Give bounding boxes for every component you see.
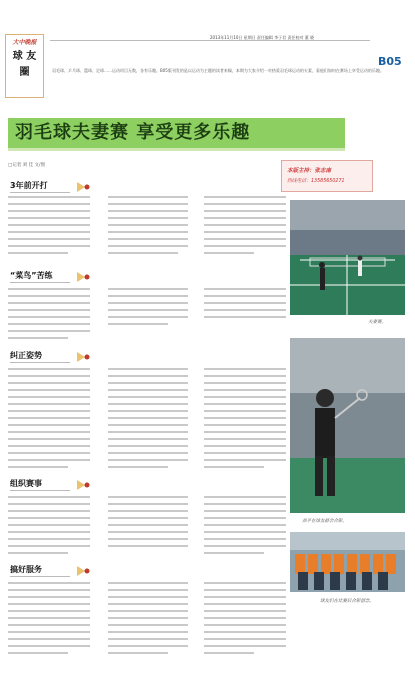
masthead-brand: 大中晚报 — [12, 39, 37, 46]
section-title: 组织赛事 — [10, 479, 42, 488]
photo-court — [290, 200, 405, 315]
photo-group — [290, 532, 405, 592]
page-code: B05 — [378, 55, 402, 68]
stamp-hotline: 热线电话：13585650271 — [287, 179, 345, 184]
masthead-box — [5, 34, 44, 98]
photo-caption: 球友们在比赛后合影留念。 — [320, 599, 374, 604]
section-title: 3年前开打 — [10, 181, 48, 190]
section-title: 纠正姿势 — [10, 351, 42, 360]
headline: 羽毛球夫妻赛 享受更多乐趣 — [15, 122, 251, 143]
photo-caption: 刘平在球友群会合影。 — [302, 519, 347, 524]
section-title: “菜鸟”苦练 — [10, 271, 53, 280]
photo-player — [290, 338, 405, 513]
section-title: 搞好服务 — [10, 565, 42, 574]
stamp-editor: 本版主持：张志南 — [287, 168, 332, 174]
section-rule — [10, 192, 70, 193]
editor-stamp — [281, 160, 373, 192]
header-info: 2013年11月10日 星期日 责任编辑 李子君 责任校对 董 晓 — [210, 35, 314, 40]
byline: □记者 刘 佳 文/图 — [8, 163, 46, 168]
headline-shadow — [8, 148, 345, 151]
shuttlecock-icon — [76, 181, 90, 193]
intro-paragraph: 羽毛球、乒乓球、篮球、足球……运动项目无数，各有乐趣。B05版刊发的是以运动为主题的读者来稿，本期为大家介绍一对热爱羽毛球运动的夫妻，看他们如何在赛场上享受运动的乐趣。 — [52, 68, 384, 73]
masthead-title: 球 友 圈 — [12, 51, 37, 78]
photo-caption: 夫妻赛。 — [368, 320, 386, 325]
